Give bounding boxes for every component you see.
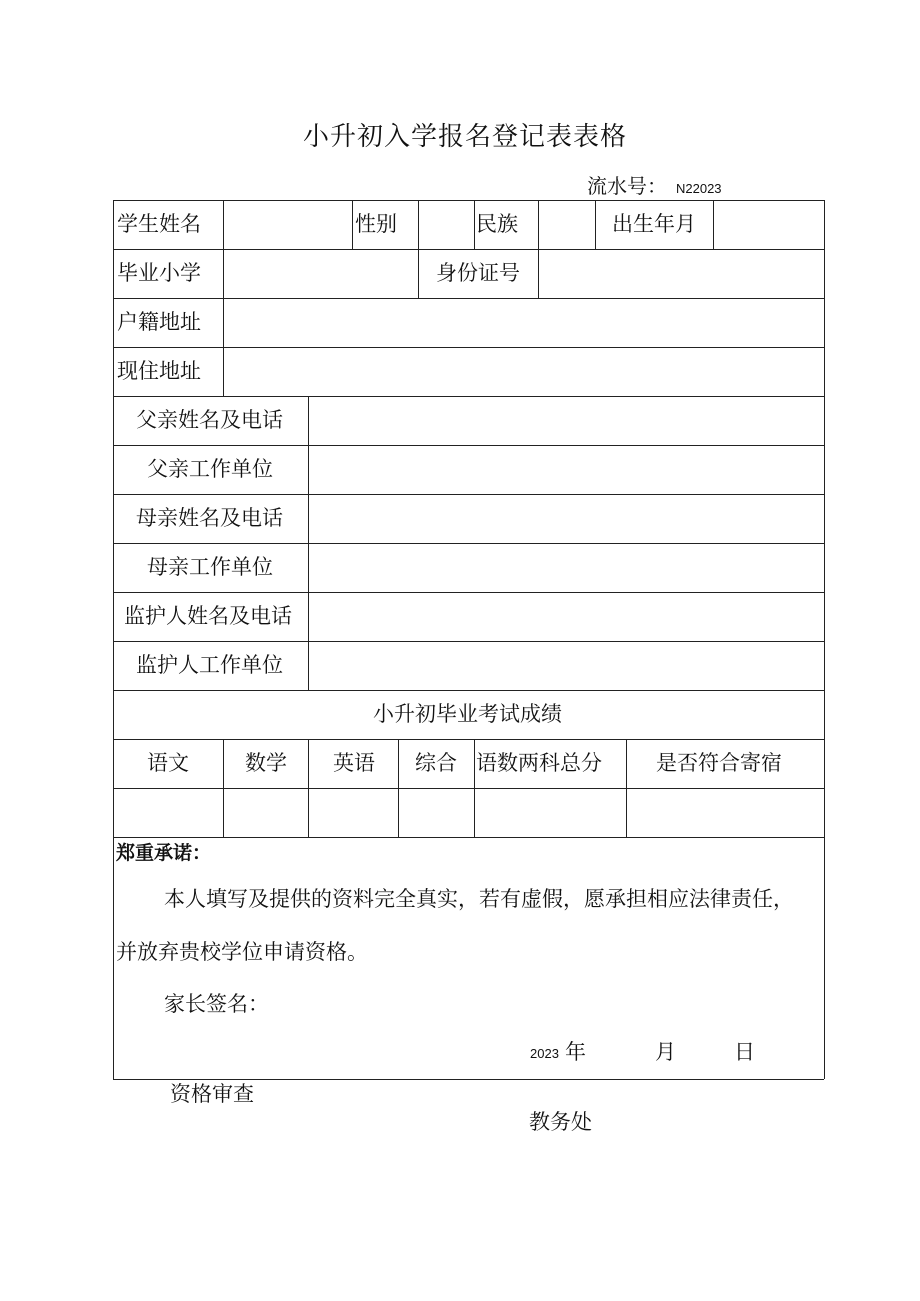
score-header-english: 英语	[333, 751, 375, 775]
date-month-unit: 月	[655, 1040, 676, 1064]
page-title: 小升初入学报名登记表表格	[303, 122, 628, 152]
gender-label: 性别	[355, 212, 397, 236]
birth-date-label: 出生年月	[612, 212, 696, 236]
ethnicity-label: 民族	[476, 212, 518, 236]
guardian-name-label: 监护人姓名及电话	[124, 604, 292, 628]
serial-value: N22023	[676, 181, 722, 196]
score-header-chinese: 语文	[147, 751, 189, 775]
mother-work-label: 母亲工作单位	[147, 555, 273, 579]
father-work-label: 父亲工作单位	[147, 457, 273, 481]
scores-section-title: 小升初毕业考试成绩	[373, 702, 562, 726]
score-header-math: 数学	[245, 751, 287, 775]
pledge-line-1: 本人填写及提供的资料完全真实，若有虚假，愿承担相应法律责任，	[164, 887, 794, 911]
pledge-line-2: 并放弃贵校学位申请资格。	[116, 940, 368, 964]
primary-school-label: 毕业小学	[117, 261, 201, 285]
pledge-heading: 郑重承诺：	[116, 842, 212, 864]
student-name-label: 学生姓名	[117, 212, 201, 236]
qualification-review-label: 资格审查	[170, 1082, 254, 1106]
serial-label: 流水号：	[587, 174, 667, 198]
score-header-total: 语数两科总分	[476, 751, 602, 775]
date-day-unit: 日	[734, 1040, 755, 1064]
id-number-label: 身份证号	[436, 261, 520, 285]
mother-name-label: 母亲姓名及电话	[136, 506, 283, 530]
household-address-label: 户籍地址	[117, 310, 201, 334]
father-name-label: 父亲姓名及电话	[136, 408, 283, 432]
parent-signature-label: 家长签名：	[164, 992, 269, 1016]
score-header-boarding: 是否符合寄宿	[656, 751, 782, 775]
date-year-unit: 年	[565, 1040, 586, 1064]
guardian-work-label: 监护人工作单位	[136, 653, 283, 677]
score-header-comprehensive: 综合	[415, 751, 457, 775]
current-address-label: 现住地址	[117, 359, 201, 383]
date-year-value: 2023	[530, 1046, 559, 1061]
academic-office-label: 教务处	[529, 1110, 592, 1134]
